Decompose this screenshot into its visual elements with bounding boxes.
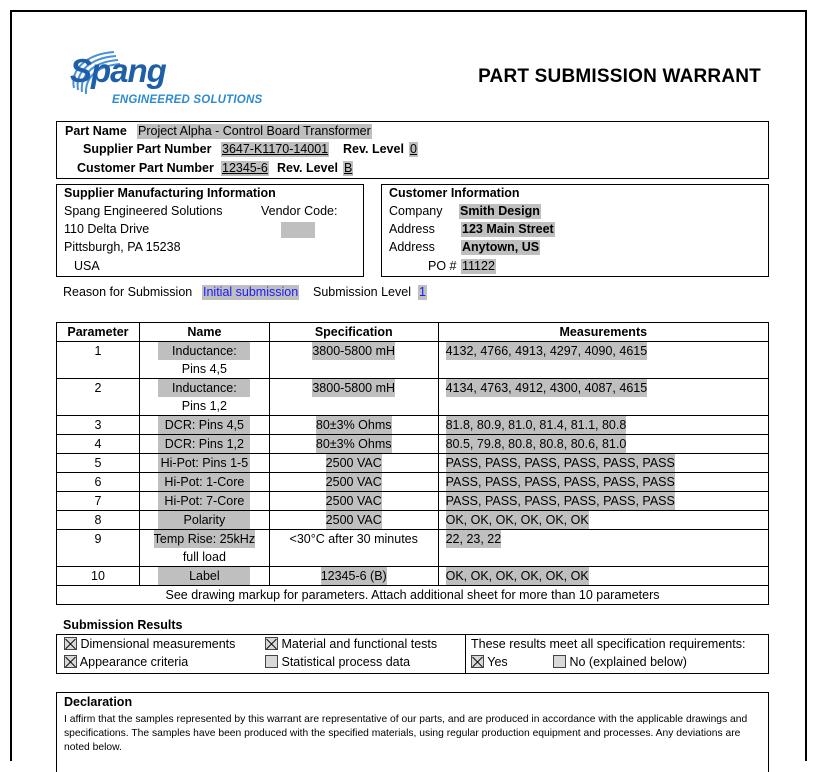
supplier-info-box	[56, 184, 364, 277]
table-row	[57, 567, 769, 586]
header-measurements: Measurements	[438, 323, 768, 342]
param-spec-cell	[269, 454, 438, 473]
header-name: Name	[139, 323, 269, 342]
param-name-cell	[139, 530, 269, 567]
param-number: 10	[91, 569, 105, 583]
param-name[interactable]: Inductance:	[158, 342, 250, 360]
supplier-line-2: 110 Delta Drive	[64, 222, 150, 236]
param-spec-cell	[269, 567, 438, 586]
param-name-line2: full load	[182, 550, 226, 564]
param-measurements[interactable]: PASS, PASS, PASS, PASS, PASS, PASS	[445, 494, 675, 508]
logo-tagline: ENGINEERED SOLUTIONS	[112, 94, 263, 106]
table-row	[57, 454, 769, 473]
param-meas-cell	[438, 567, 768, 586]
results-heading: Submission Results	[63, 618, 183, 632]
table-row	[57, 342, 769, 379]
param-meas-cell	[438, 435, 768, 454]
param-name-cell	[139, 473, 269, 492]
results-box	[56, 634, 769, 674]
part-info-box	[56, 121, 769, 179]
document-page	[10, 10, 807, 761]
param-name[interactable]: Temp Rise: 25kHz	[153, 532, 256, 546]
param-name-cell	[139, 492, 269, 511]
param-number: 2	[94, 381, 102, 395]
param-number: 7	[94, 494, 102, 508]
param-name-cell	[139, 511, 269, 530]
param-meas-cell	[438, 416, 768, 435]
supplier-part-number-field[interactable]: 3647-K1170-14001	[222, 142, 329, 156]
param-spec-cell	[269, 511, 438, 530]
supplier-rev-label: Rev. Level	[343, 142, 404, 156]
param-spec-cell	[269, 473, 438, 492]
param-spec-cell	[269, 530, 438, 567]
param-spec-cell	[269, 342, 438, 379]
param-meas-cell	[438, 454, 768, 473]
declaration-heading: Declaration	[64, 695, 133, 709]
declaration-text: I affirm that the samples represented by this warrant are representative of our parts, and are produced in accordance with the applicable drawings and specifications. The samples have been produced with the specified materials, using regular production equipment and processes. Any deviations are noted below.	[64, 714, 748, 753]
table-row	[57, 530, 769, 567]
po-field[interactable]: 11122	[462, 259, 495, 273]
param-number: 4	[94, 437, 102, 451]
meet-requirements-label: These results meet all specification requirements:	[471, 637, 746, 651]
param-number: 6	[94, 475, 102, 489]
supplier-heading: Supplier Manufacturing Information	[64, 186, 276, 200]
yes-label: Yes	[487, 655, 508, 669]
param-measurements[interactable]: PASS, PASS, PASS, PASS, PASS, PASS	[445, 456, 675, 470]
table-row	[57, 473, 769, 492]
reason-label: Reason for Submission	[63, 285, 193, 299]
param-number: 5	[94, 456, 102, 470]
logo-wordmark: Spang	[70, 52, 166, 89]
header-parameter: Parameter	[57, 323, 140, 342]
param-meas-cell	[438, 342, 768, 379]
param-number-cell	[57, 511, 140, 530]
company-label: Company	[389, 204, 443, 218]
part-name-field[interactable]: Project Alpha - Control Board Transformer	[138, 124, 371, 138]
param-measurements[interactable]: 22, 23, 22	[445, 532, 502, 546]
param-meas-cell	[438, 492, 768, 511]
supplier-rev-field[interactable]: 0	[410, 142, 417, 156]
table-header-row	[57, 323, 769, 342]
param-spec[interactable]: 80±3% Ohms	[315, 437, 392, 451]
param-meas-cell	[438, 511, 768, 530]
param-name-cell	[139, 416, 269, 435]
param-number-cell	[57, 454, 140, 473]
table-row	[57, 435, 769, 454]
customer-part-number-label: Customer Part Number	[77, 161, 214, 175]
param-name[interactable]: DCR: Pins 1,2	[158, 435, 250, 453]
param-measurements[interactable]: PASS, PASS, PASS, PASS, PASS, PASS	[445, 475, 675, 489]
param-meas-cell	[438, 530, 768, 567]
param-measurements[interactable]: 4132, 4766, 4913, 4297, 4090, 4615	[445, 344, 648, 358]
parameters-table	[56, 322, 769, 605]
param-meas-cell	[438, 379, 768, 416]
customer-heading: Customer Information	[389, 186, 520, 200]
dimensional-label: Dimensional measurements	[80, 637, 236, 651]
customer-info-box	[381, 184, 769, 277]
param-number: 1	[94, 344, 102, 358]
reason-field[interactable]: Initial submission	[203, 285, 299, 299]
param-number-cell	[57, 435, 140, 454]
table-row	[57, 511, 769, 530]
no-label: No (explained below)	[569, 655, 687, 669]
param-name-cell	[139, 342, 269, 379]
param-number: 3	[94, 418, 102, 432]
declaration-box	[56, 692, 769, 772]
param-name[interactable]: Inductance:	[158, 379, 250, 397]
param-spec-cell	[269, 492, 438, 511]
param-name[interactable]: Hi-Pot: 7-Core	[158, 492, 250, 510]
param-name[interactable]: Hi-Pot: Pins 1-5	[158, 454, 250, 472]
po-label: PO #	[428, 259, 457, 273]
header-specification: Specification	[269, 323, 438, 342]
vendor-code-field[interactable]	[281, 222, 315, 238]
supplier-part-number-label: Supplier Part Number	[83, 142, 212, 156]
param-measurements[interactable]: OK, OK, OK, OK, OK, OK	[445, 513, 589, 527]
param-spec[interactable]: 2500 VAC	[325, 456, 382, 470]
param-number-cell	[57, 379, 140, 416]
address-label-1: Address	[389, 222, 435, 236]
yes-checkbox[interactable]	[471, 655, 484, 668]
param-number-cell	[57, 530, 140, 567]
submission-level-label: Submission Level	[313, 285, 411, 299]
supplier-line-1: Spang Engineered Solutions	[64, 204, 223, 218]
table-note: See drawing markup for parameters. Attach additional sheet for more than 10 parameters	[57, 586, 769, 605]
param-name-line2: Pins 4,5	[181, 362, 227, 376]
param-spec[interactable]: 2500 VAC	[325, 475, 382, 489]
param-name-cell	[139, 379, 269, 416]
param-name-cell	[139, 567, 269, 586]
param-number-cell	[57, 473, 140, 492]
param-name[interactable]: Hi-Pot: 1-Core	[158, 473, 250, 491]
param-meas-cell	[438, 473, 768, 492]
customer-part-number-field[interactable]: 12345-6	[222, 161, 268, 175]
param-spec[interactable]: 2500 VAC	[325, 513, 382, 527]
param-name[interactable]: Polarity	[158, 511, 250, 529]
param-number-cell	[57, 342, 140, 379]
param-name-line2: Pins 1,2	[181, 399, 227, 413]
param-name[interactable]: DCR: Pins 4,5	[158, 416, 250, 434]
param-number-cell	[57, 567, 140, 586]
table-row	[57, 416, 769, 435]
param-spec[interactable]: <30°C after 30 minutes	[289, 532, 418, 546]
param-spec-cell	[269, 379, 438, 416]
param-measurements[interactable]: 80.5, 79.8, 80.8, 80.8, 80.6, 81.0	[445, 437, 627, 451]
dimensional-checkbox[interactable]	[64, 637, 77, 650]
table-row	[57, 492, 769, 511]
customer-rev-label: Rev. Level	[277, 161, 338, 175]
table-note-row	[57, 586, 769, 605]
statistical-label: Statistical process data	[281, 655, 411, 669]
param-spec-cell	[269, 416, 438, 435]
param-number: 8	[94, 513, 102, 527]
param-spec[interactable]: 80±3% Ohms	[315, 418, 392, 432]
address-field-1[interactable]: 123 Main Street	[462, 222, 554, 236]
address-field-2[interactable]: Anytown, US	[462, 240, 540, 254]
supplier-line-3: Pittsburgh, PA 15238	[64, 240, 181, 254]
supplier-line-4: USA	[74, 259, 100, 273]
param-spec-cell	[269, 435, 438, 454]
statistical-checkbox[interactable]	[265, 655, 278, 668]
param-number: 9	[94, 532, 102, 546]
param-spec[interactable]: 3800-5800 mH	[312, 344, 396, 358]
vendor-code-label: Vendor Code:	[261, 204, 338, 218]
param-measurements[interactable]: 4134, 4763, 4912, 4300, 4087, 4615	[445, 381, 648, 395]
material-checkbox[interactable]	[265, 637, 278, 650]
param-name-cell	[139, 435, 269, 454]
param-name[interactable]: Label	[158, 567, 250, 585]
param-spec[interactable]: 2500 VAC	[325, 494, 382, 508]
param-spec[interactable]: 12345-6 (B)	[320, 569, 387, 583]
customer-rev-field[interactable]: B	[344, 161, 353, 175]
submission-level-field[interactable]: 1	[419, 285, 426, 299]
table-row	[57, 379, 769, 416]
param-name-cell	[139, 454, 269, 473]
appearance-label: Appearance criteria	[79, 655, 189, 669]
param-measurements[interactable]: 81.8, 80.9, 81.0, 81.4, 81.1, 80.8	[445, 418, 627, 432]
page-title: PART SUBMISSION WARRANT	[478, 66, 761, 87]
appearance-checkbox[interactable]	[64, 655, 77, 668]
address-label-2: Address	[389, 240, 435, 254]
no-checkbox[interactable]	[553, 655, 566, 668]
param-number-cell	[57, 416, 140, 435]
param-number-cell	[57, 492, 140, 511]
param-spec[interactable]: 3800-5800 mH	[312, 381, 396, 395]
param-measurements[interactable]: OK, OK, OK, OK, OK, OK	[445, 569, 589, 583]
part-name-label: Part Name	[65, 124, 127, 138]
material-label: Material and functional tests	[281, 637, 438, 651]
company-field[interactable]: Smith Design	[460, 204, 540, 218]
